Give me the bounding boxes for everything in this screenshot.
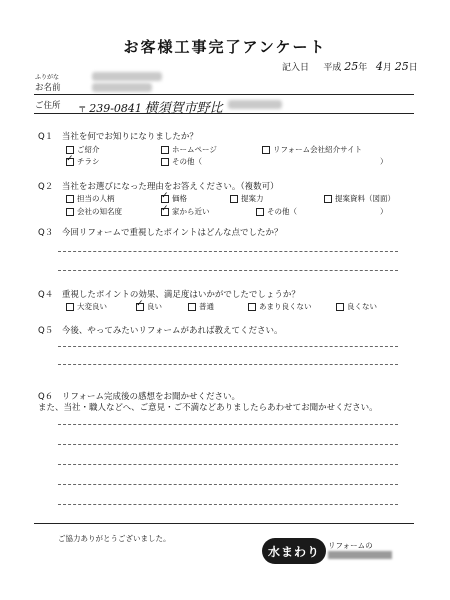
address-city: 横須賀市野比 [144,101,223,116]
checkbox[interactable] [161,146,169,154]
q2-text: 当社をお選びになった理由をお答えください。（複数可） [61,182,279,192]
name-underline [34,94,414,95]
checkbox[interactable] [161,195,169,203]
q2-option-4[interactable]: 会社の知名度 [66,206,122,217]
q1-number: Q１ [38,132,54,142]
checkbox[interactable] [324,195,332,203]
q2-number: Q２ [38,182,54,192]
q1-text: 当社を何でお知りになりましたか？ [61,132,198,142]
q1-close-paren: ） [380,157,388,166]
postal-code: 239-0841 [89,102,142,115]
q3-answer-line [58,270,398,271]
checkbox[interactable] [230,195,238,203]
q2-option-6[interactable]: その他（ [256,206,297,217]
checkbox[interactable] [66,208,74,216]
q4-text: 重視したポイントの効果、満足度はいかがでしたでしょうか？ [61,290,300,300]
redacted-furigana [92,72,162,81]
q6-text: リフォーム完成後の感想をお聞かせください。 [61,392,240,402]
q6-answer-line [58,464,398,465]
q6-answer-line [58,484,398,485]
date-month-unit: 月 [382,63,392,73]
q4-heading [38,288,300,300]
q6-text-2: また、当社・職人などへ、ご意見・ご不満などありましたらあわせてお聞かせください。 [38,403,378,413]
q6-number: Q６ [38,392,54,402]
postal-mark: 〒 [78,105,87,115]
checkbox[interactable] [161,158,169,166]
checkbox[interactable] [248,303,256,311]
q3-answer-line [58,251,398,252]
company-logo: 水まわり [262,538,326,564]
checkbox[interactable] [188,303,196,311]
q5-text: 今後、やってみたいリフォームがあれば教えてください。 [61,326,283,336]
q4-option-1[interactable]: ✓ 良い [136,301,162,312]
q6-answer-line [58,424,398,425]
thanks-text: ご協力ありがとうございました。 [58,534,171,543]
checkbox[interactable] [136,303,144,311]
checkbox[interactable] [66,303,74,311]
logo-sub-label: リフォームの [328,541,373,550]
q4-number: Q４ [38,290,54,300]
q2-option-0[interactable]: 担当の人柄 [66,193,115,204]
date-month: 4 [375,60,383,73]
date-day: 25 [394,60,409,73]
redacted-company-name [328,551,392,559]
date-year-unit: 年 [358,63,368,73]
q1-heading [38,130,198,142]
q1-option-4[interactable]: その他（ [161,156,202,167]
address-label: ご住所 [35,101,61,111]
q5-number: Q５ [38,326,54,336]
q4-option-3[interactable]: あまり良くない [248,301,312,312]
q2-option-2[interactable]: 提案力 [230,193,264,204]
checkbox[interactable] [336,303,344,311]
date-year: 25 [344,60,359,73]
logo-subtext [328,540,392,562]
q4-option-2[interactable]: 普通 [188,301,214,312]
q2-option-5[interactable]: ✓ 家から近い [161,206,210,217]
q5-answer-line [58,364,398,365]
q2-option-3[interactable]: 提案資料（図面） [324,193,395,204]
checkbox[interactable] [66,158,74,166]
q4-option-0[interactable]: 大変良い [66,301,107,312]
redacted-name [92,83,152,92]
address-underline [34,113,414,114]
checkbox[interactable] [256,208,264,216]
q1-option-3[interactable]: ✓ チラシ [66,156,100,167]
checkbox[interactable] [161,208,169,216]
footer-divider [34,523,414,524]
name-label: お名前 [35,83,61,93]
q6-answer-line [58,444,398,445]
q6-answer-line [58,504,398,505]
q2-heading [38,180,279,192]
q3-number: Q３ [38,228,54,238]
redacted-address [228,100,282,109]
checkbox[interactable] [66,146,74,154]
furigana-label: ふりがな [35,74,60,81]
q2-option-1[interactable]: ✓ 価格 [161,193,187,204]
date-line [282,60,418,73]
checkbox[interactable] [66,195,74,203]
form-title: お客様工事完了アンケート [123,38,327,56]
q5-answer-line [58,346,398,347]
date-era: 平成 [323,63,342,73]
q1-option-1[interactable]: ホームページ [161,144,217,155]
date-label: 記入日 [282,63,310,73]
q2-close-paren: ） [380,207,388,216]
q4-option-4[interactable]: 良くない [336,301,377,312]
date-day-unit: 日 [408,63,418,73]
q3-text: 今回リフォームで重視したポイントはどんな点でしたか？ [61,228,283,238]
checkbox[interactable] [262,146,270,154]
q1-option-2[interactable]: リフォーム会社紹介サイト [262,144,362,155]
q5-heading [38,324,282,336]
q1-option-0[interactable]: ご紹介 [66,144,100,155]
q3-heading [38,226,282,238]
